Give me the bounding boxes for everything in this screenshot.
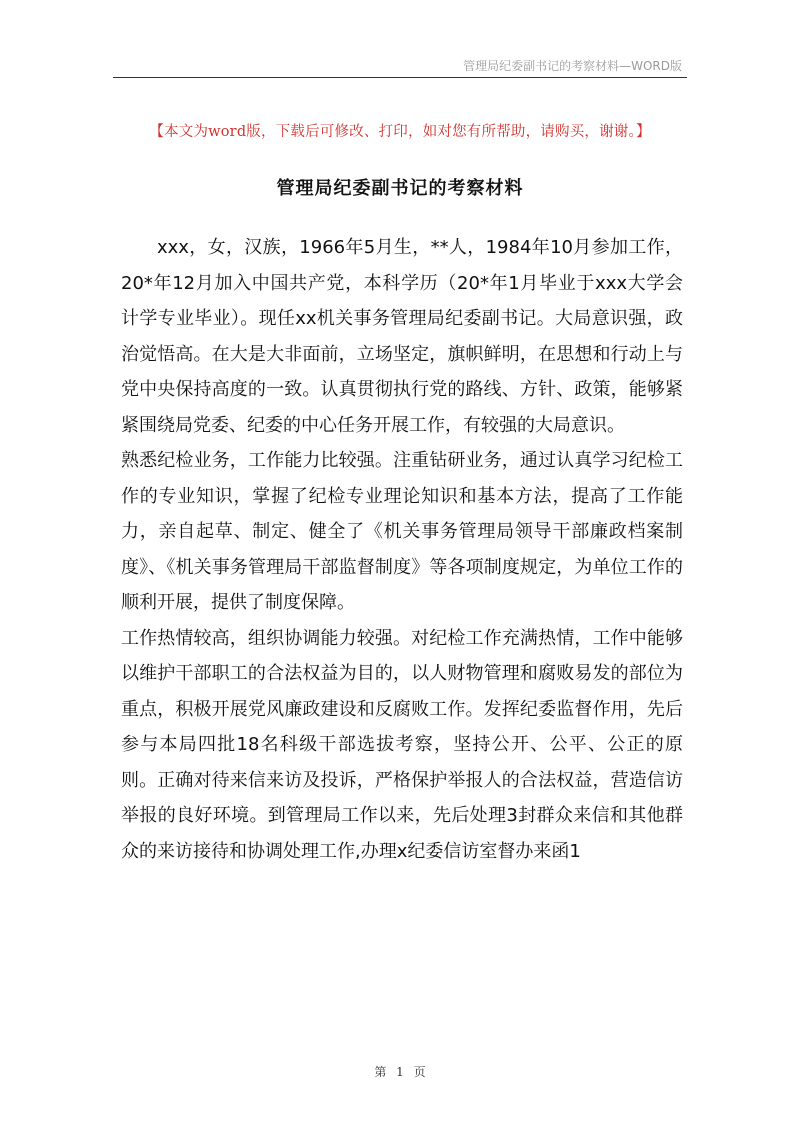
footer-suffix: 页	[413, 1065, 426, 1079]
page-number: 1	[396, 1065, 404, 1079]
header-divider	[113, 77, 687, 78]
page-footer	[0, 1063, 800, 1080]
running-header: 管理局纪委副书记的考察材料—WORD版	[463, 59, 682, 73]
paragraph: xxx，女，汉族，1966年5月生，**人，1984年10月参加工作，20*年12月加入中国共产党，本科学历（20*年1月毕业于xxx大学会计学专业毕业）。现任xx机关事务管理局纪委副书记。大局意识强，政治觉悟高。在大是大非面前，立场坚定，旗帜鲜明，在思想和行动上与党中央保持高度的一致。认真贯彻执行党的路线、方针、政策，能够紧紧围绕局党委、纪委的中心任务开展工作，有较强的大局意识。	[121, 237, 683, 436]
footer-prefix: 第	[374, 1065, 387, 1079]
purchase-notice: 【本文为word版，下载后可修改、打印，如对您有所帮助，请购买，谢谢。】	[149, 124, 651, 140]
paragraph: 工作热情较高，组织协调能力较强。对纪检工作充满热情，工作中能够以维护干部职工的合法权益为目的，以人财物管理和腐败易发的部位为重点，积极开展党风廉政建设和反腐败工作。发挥纪委监督作用，先后参与本局四批18名科级干部选拔考察，坚持公开、公平、公正的原则。正确对待来信来访及投诉，严格保护举报人的合法权益，营造信访举报的良好环境。到管理局工作以来，先后处理3封群众来信和其他群众的来访接待和协调处理工作,办理x纪委信访室督办来函1	[121, 627, 683, 862]
document-title: 管理局纪委副书记的考察材料	[276, 178, 524, 199]
paragraph: 熟悉纪检业务，工作能力比较强。注重钻研业务，通过认真学习纪检工作的专业知识，掌握了纪检专业理论知识和基本方法，提高了工作能力，亲自起草、制定、健全了《机关事务管理局领导干部廉政档案制度》、《机关事务管理局干部监督制度》等各项制度规定，为单位工作的顺利开展，提供了制度保障。	[121, 450, 683, 613]
document-body	[121, 230, 683, 869]
